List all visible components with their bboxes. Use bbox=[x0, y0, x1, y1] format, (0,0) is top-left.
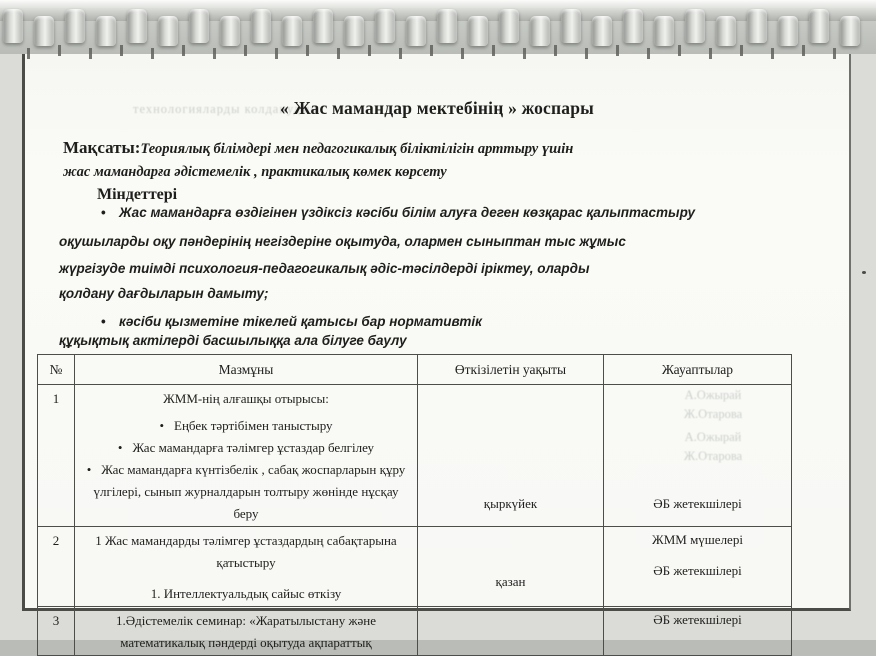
binding-tooth bbox=[437, 9, 457, 43]
bleedthrough-name: А.Ожырай bbox=[684, 430, 742, 444]
task-1-line-2: оқушыларды оқу пәндерінің негіздеріне оқытуда, олармен сыныптан тыс жұмыс bbox=[59, 234, 626, 249]
binding-tooth bbox=[189, 9, 209, 43]
row-content-line: математикалық пәндерді оқытуда ақпараттық bbox=[120, 635, 372, 650]
task-bullet-1 bbox=[101, 205, 695, 220]
task-bullet-2 bbox=[101, 314, 482, 329]
binding-tooth bbox=[685, 9, 705, 43]
row-content-title: ЖММ-нің алғашқы отырысы: bbox=[163, 391, 329, 406]
binding-tooth bbox=[158, 16, 178, 46]
binding-tooth bbox=[282, 16, 302, 46]
row-responsible: ӘБ жетекшілері bbox=[604, 607, 792, 656]
row-number: 3 bbox=[38, 607, 75, 656]
row-content bbox=[75, 385, 418, 527]
binding-tooth bbox=[716, 16, 736, 46]
binding-tooth bbox=[840, 16, 860, 46]
row-content bbox=[75, 527, 418, 607]
content-bullet bbox=[81, 437, 411, 459]
content-bullet-text: Еңбек тәртібімен таныстыру bbox=[174, 418, 333, 433]
binding-tooth bbox=[65, 9, 85, 43]
row-time: қазан bbox=[418, 527, 604, 607]
binding-tooth bbox=[623, 9, 643, 43]
responsible-line: ЖММ мүшелері bbox=[652, 532, 743, 547]
goal-section bbox=[63, 136, 759, 184]
bleedthrough-name: Ж.Отарова bbox=[683, 449, 743, 463]
binding-tooth bbox=[344, 16, 364, 46]
binding-tooth bbox=[406, 16, 426, 46]
row-time: қыркүйек bbox=[418, 385, 604, 527]
binding-tooth bbox=[3, 9, 23, 43]
row-content bbox=[75, 607, 418, 656]
row-content-numbered-item: 1. Интеллектуальдық сайыс өткізу bbox=[150, 586, 342, 601]
goal-text-line1: Теориялық білімдері мен педагогикалық біліктілігін арттыру үшін bbox=[140, 141, 574, 157]
content-bullet-text: Жас мамандарға күнтізбелік , сабақ жоспарларын құру үлгілері, сынып журналдарын толтыру жөнінде нұсқау беру bbox=[93, 462, 406, 521]
bleedthrough-text: технологияларды колданудын bbox=[133, 102, 318, 116]
binding-tooth bbox=[220, 16, 240, 46]
row-content-line: 1.Әдістемелік семинар: «Жаратылыстану және bbox=[116, 613, 376, 628]
row-responsible: ӘБ жетекшілері bbox=[604, 385, 792, 527]
bleedthrough-name: Ж.Отарова bbox=[683, 407, 743, 421]
content-bullet bbox=[81, 459, 411, 525]
binding-tooth bbox=[313, 9, 333, 43]
table-row bbox=[38, 527, 792, 607]
binding-tooth bbox=[747, 9, 767, 43]
binding-tooth bbox=[127, 9, 147, 43]
bullet-icon: • bbox=[101, 205, 106, 220]
binding-tooth bbox=[654, 16, 674, 46]
task-1-line-4: қолдану дағдыларын дамыту; bbox=[59, 286, 269, 301]
binding-tooth bbox=[96, 16, 116, 46]
bullet-icon: • bbox=[117, 440, 123, 455]
task-bullet-2-text: кәсіби қызметіне тікелей қатысы бар нормативтік bbox=[119, 314, 483, 329]
task-bullet-1-text: Жас мамандарға өздігінен үздіксіз кәсіби білім алуға деген көзқарас қалыптастыру bbox=[119, 205, 695, 220]
table-row bbox=[38, 385, 792, 527]
binding-tooth bbox=[499, 9, 519, 43]
row-number: 2 bbox=[38, 527, 75, 607]
bullet-icon: • bbox=[159, 418, 165, 433]
plan-table bbox=[37, 354, 792, 656]
scan-dot-artifact bbox=[862, 271, 866, 274]
goal-label: Мақсаты: bbox=[63, 138, 141, 157]
bullet-icon: • bbox=[101, 314, 106, 329]
row-time bbox=[418, 607, 604, 656]
binding-tooth bbox=[778, 16, 798, 46]
header-content: Мазмұны bbox=[75, 355, 418, 385]
binding-tooth bbox=[34, 16, 54, 46]
task-2-line-2: құқықтық актілерді басшылыққа ала білуге баулу bbox=[59, 333, 407, 348]
header-time: Өткізілетін уақыты bbox=[418, 355, 604, 385]
binding-comb bbox=[3, 9, 876, 55]
binding-tooth bbox=[530, 16, 550, 46]
document-page bbox=[22, 50, 851, 650]
binding-tooth bbox=[592, 16, 612, 46]
bullet-icon: • bbox=[86, 462, 92, 477]
binding-tooth bbox=[561, 9, 581, 43]
header-number: № bbox=[38, 355, 75, 385]
comb-binding bbox=[0, 0, 876, 54]
row-content-title: 1 Жас мамандарды тәлімгер ұстаздардың сабақтарына қатыстыру bbox=[95, 533, 397, 570]
binding-tooth bbox=[375, 9, 395, 43]
responsible-line: ӘБ жетекшілері bbox=[653, 563, 742, 578]
tasks-heading: Міндеттері bbox=[97, 186, 178, 203]
binding-tooth bbox=[809, 9, 829, 43]
binding-tooth bbox=[251, 9, 271, 43]
table-header-row bbox=[38, 355, 792, 385]
content-bullet-text: Жас мамандарға тәлімгер ұстаздар белгілеу bbox=[132, 440, 375, 455]
binding-tooth bbox=[468, 16, 488, 46]
bleedthrough-name: А.Ожырай bbox=[684, 388, 742, 402]
row-responsible bbox=[604, 527, 792, 607]
content-bullet bbox=[81, 415, 411, 437]
page-title: « Жас мамандар мектебінің » жоспары bbox=[279, 98, 595, 118]
task-1-line-3: жүргізуде тиімді психология-педагогикалық әдіс-тәсілдерді іріктеу, оларды bbox=[59, 261, 590, 276]
row-number: 1 bbox=[38, 385, 75, 527]
table-row bbox=[38, 607, 792, 656]
goal-text-line2: жас мамандарға әдістемелік , практикалық көмек көрсету bbox=[63, 164, 447, 180]
header-responsible: Жауаптылар bbox=[604, 355, 792, 385]
